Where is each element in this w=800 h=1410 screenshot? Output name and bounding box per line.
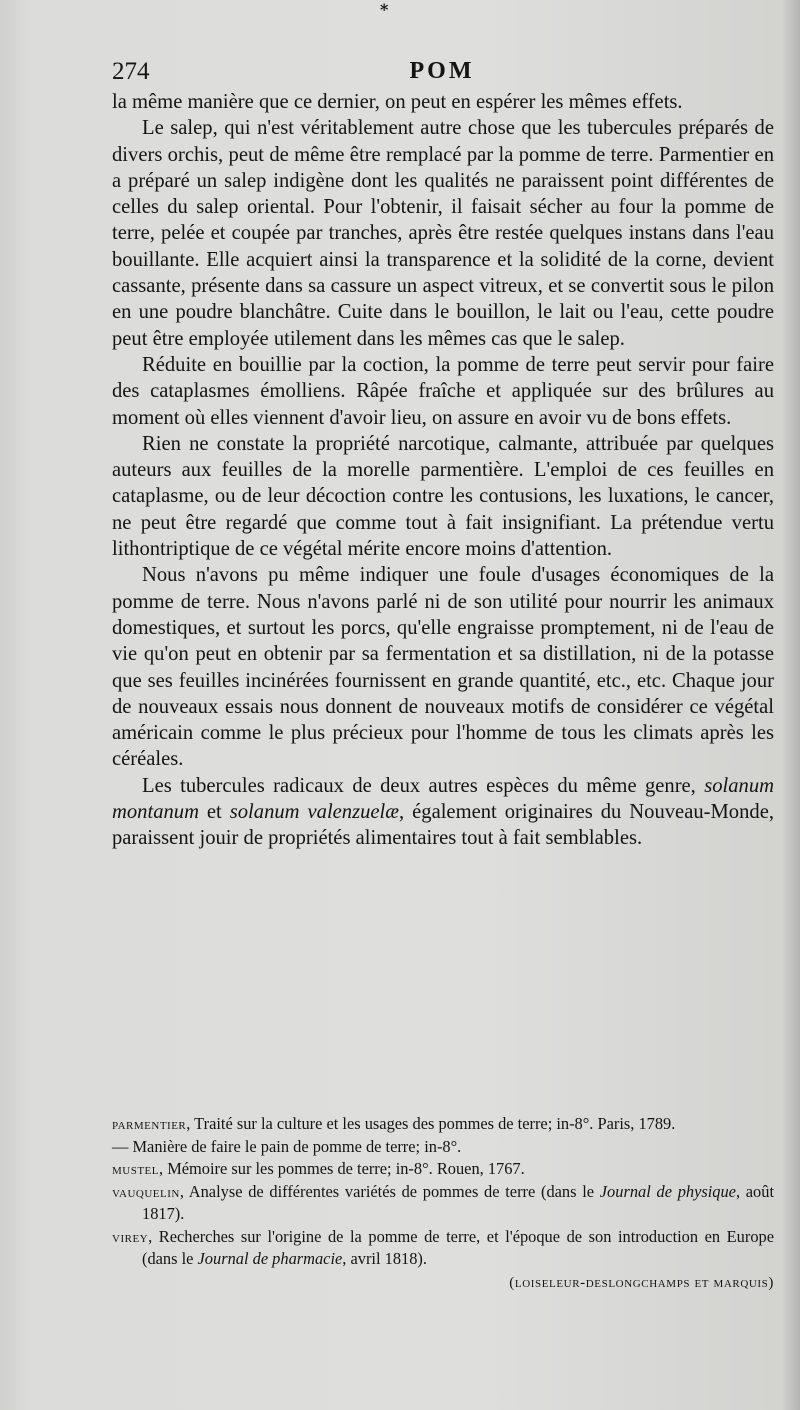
running-head: POM <box>409 58 475 84</box>
reference-text: , Mémoire sur les pommes de terre; in-8°. Rouen, 1767. <box>159 1159 525 1178</box>
paragraph-other-species <box>112 773 774 852</box>
other-species-text-2: et <box>198 801 230 824</box>
paragraph-salep: Le salep, qui n'est véritablement autre chose que les tubercules préparés de divers orchis, peut de même être remplacé par la pomme de terre. Parmentier en a préparé un salep indigène dont les qualités ne paraissent point différentes de celles du salep oriental. Pour l'obtenir, il faisait sécher au four la pomme de terre, pelée et coupée par tranches, après être restée quelques instans dans l'eau bouillante. Elle acquiert ainsi la transparence et la solidité de la corne, devient cassante, présente dans sa cassure un aspect vitreux, et se convertit sous le pilon en une poudre blanchâtre. Cuite dans le bouillon, le lait ou l'eau, cette poudre peut être employée utilement dans les mêmes cas que le salep. <box>112 117 774 350</box>
paragraph-economic-uses: Nous n'avons pu même indiquer une foule d'usages économiques de la pomme de terre. Nous n'avons parlé ni de son utilité pour nourrir les animaux domestiques, et surtout les porcs, qu'elle engraisse promptement, ni de l'eau de vie qu'on peut en obtenir par sa fermentation et sa distillation, ni de la potasse que ses feuilles incinérées fournissent en grande quantité, etc., etc. Chaque jour de nouveaux essais nous donnent de nouveaux motifs de considérer ce végétal américain comme le plus précieux pour l'homme de tous les climats après les céréales. <box>112 564 774 771</box>
species-name-valenzuelae: solanum valenzuelæ <box>229 801 400 824</box>
reference-text: , Recherches sur l'origine de la pomme de terre, et l'époque de son introduction en Europe (dans le <box>142 1226 774 1268</box>
author-signature: (loiseleur-deslongchamps et marquis) <box>509 1274 774 1291</box>
reference-item <box>112 1136 774 1159</box>
page-number: 274 <box>112 58 150 85</box>
reference-author: — <box>112 1136 129 1156</box>
paragraph-cataplasm: Réduite en bouillie par la coction, la pomme de terre peut servir pour faire des cataplasmes émolliens. Râpée fraîche et appliquée sur des brûlures au moment où elles viennent d'avoir lieu, on assure en avoir vu de bons effets. <box>112 353 774 429</box>
reference-item <box>112 1181 774 1226</box>
bibliography <box>112 1113 774 1294</box>
reference-text-after: , août 1817). <box>142 1181 774 1223</box>
other-species-text-1: Les tubercules radicaux de deux autres espèces du même genre, <box>142 774 705 797</box>
other-species-text-3: , également originaires du Nouveau-Monde, paraissent jouir de propriétés alimentaires tout à fait semblables. <box>112 801 774 850</box>
reference-author: virey <box>112 1226 149 1246</box>
reference-item <box>112 1226 774 1271</box>
reference-item <box>112 1113 774 1136</box>
reference-journal-title: Journal de pharmacie <box>197 1249 343 1268</box>
printer-mark: * <box>380 0 389 19</box>
body-text <box>112 89 774 852</box>
reference-text-after: , avril 1818). <box>342 1249 427 1268</box>
page-edge-shadow <box>782 0 800 1410</box>
paragraph-continuation: la même manière que ce dernier, on peut en espérer les mêmes effets. <box>112 91 683 113</box>
paragraph-narcotic: Rien ne constate la propriété narcotique, calmante, attribuée par quelques auteurs aux feuilles de la morelle parmentière. L'emploi de ces feuilles en cataplasme, ou de leur décoction contre les contusions, les luxations, le cancer, ne peut être regardé que comme tout à fait insignifiant. La prétendue vertu lithontriptique de ce végétal mérite encore moins d'attention. <box>112 432 774 561</box>
reference-text: , Analyse de différentes variétés de pommes de terre (dans le <box>179 1181 600 1201</box>
reference-item <box>112 1158 774 1181</box>
reference-text: Manière de faire le pain de pomme de terre; in-8°. <box>128 1136 462 1156</box>
reference-journal-title: Journal de physique <box>599 1181 736 1201</box>
reference-author: vauquelin <box>112 1181 180 1201</box>
reference-author: parmentier <box>112 1114 187 1133</box>
reference-text: , Traité sur la culture et les usages des pommes de terre; in-8°. Paris, 1789. <box>186 1114 676 1133</box>
reference-author: mustel <box>112 1159 159 1178</box>
page-header <box>112 58 772 92</box>
species-name-montanum: solanum montanum <box>112 774 774 824</box>
